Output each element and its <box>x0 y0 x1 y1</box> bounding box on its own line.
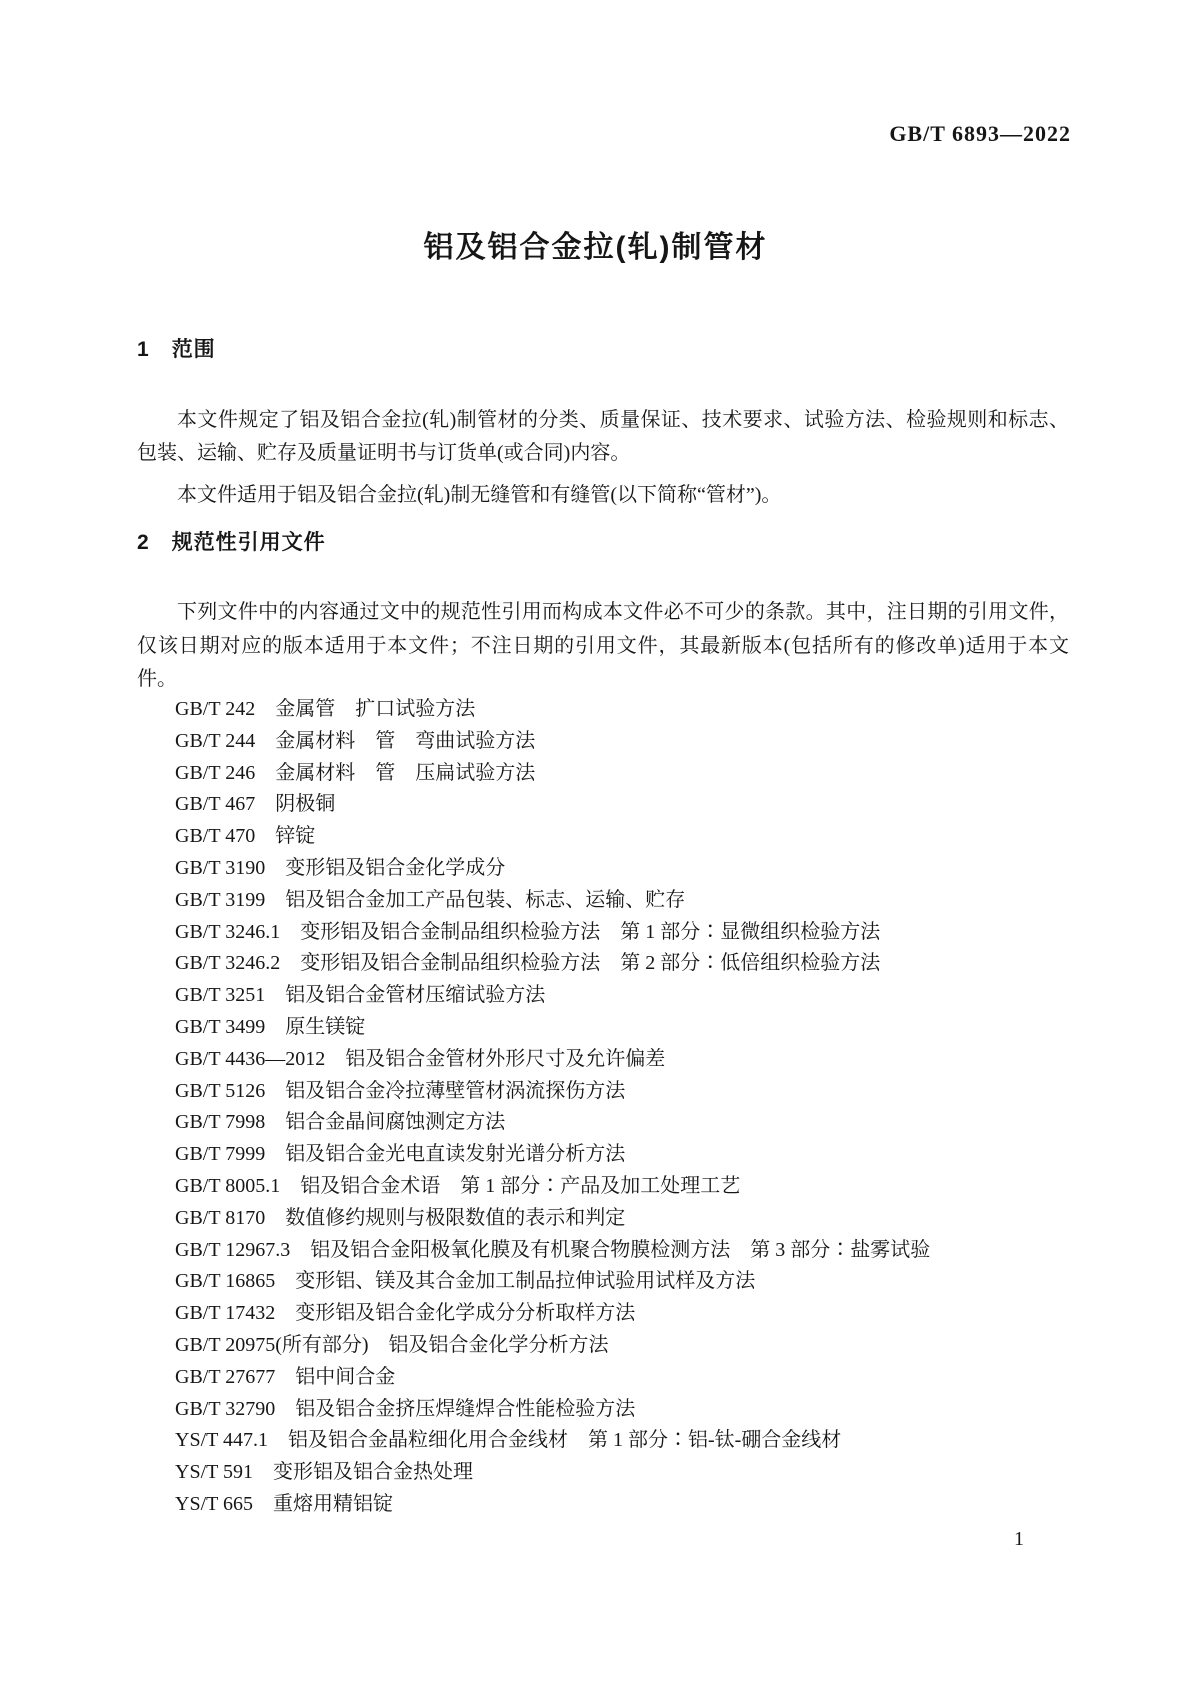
reference-item: GB/T 27677 铝中间合金 <box>175 1365 396 1388</box>
reference-item: GB/T 246 金属材料 管 压扁试验方法 <box>175 761 536 784</box>
reference-item: YS/T 665 重熔用精铝锭 <box>175 1492 393 1515</box>
reference-item: GB/T 32790 铝及铝合金挤压焊缝焊合性能检验方法 <box>175 1397 636 1420</box>
reference-item: GB/T 16865 变形铝、镁及其合金加工制品拉伸试验用试样及方法 <box>175 1270 756 1293</box>
reference-item: GB/T 3199 铝及铝合金加工产品包装、标志、运输、贮存 <box>175 888 686 911</box>
section-scope-title: 范围 <box>171 338 216 361</box>
standard-code: GB/T 6893—2022 <box>889 121 1071 146</box>
section-references-title: 规范性引用文件 <box>171 531 326 554</box>
reference-item: YS/T 447.1 铝及铝合金晶粒细化用合金线材 第 1 部分∶铝-钛-硼合金线材 <box>175 1429 842 1452</box>
section-references-number: 2 <box>137 531 150 554</box>
reference-item: GB/T 4436—2012 铝及铝合金管材外形尺寸及允许偏差 <box>175 1047 666 1070</box>
reference-item: GB/T 3246.1 变形铝及铝合金制品组织检验方法 第 1 部分∶显微组织检验方法 <box>175 920 881 943</box>
section-references-heading <box>137 528 1069 558</box>
reference-item: YS/T 591 变形铝及铝合金热处理 <box>175 1461 473 1484</box>
references-intro-paragraph: 下列文件中的内容通过文中的规范性引用而构成本文件必不可少的条款。其中，注日期的引用文件，仅该日期对应的版本适用于本文件；不注日期的引用文件，其最新版本(包括所有的修改单)适用于本文件。 <box>137 601 1069 690</box>
section-scope-heading <box>137 335 1069 365</box>
scope-body <box>137 404 1069 512</box>
reference-item: GB/T 3251 铝及铝合金管材压缩试验方法 <box>175 984 546 1007</box>
reference-item: GB/T 3190 变形铝及铝合金化学成分 <box>175 856 506 879</box>
reference-item: GB/T 20975(所有部分) 铝及铝合金化学分析方法 <box>175 1333 609 1356</box>
reference-list <box>137 694 1069 1521</box>
scope-paragraph-2: 本文件适用于铝及铝合金拉(轧)制无缝管和有缝管(以下简称“管材”)。 <box>177 484 782 506</box>
document-title: 铝及铝合金拉(轧)制管材 <box>423 231 768 264</box>
reference-item: GB/T 12967.3 铝及铝合金阳极氧化膜及有机聚合物膜检测方法 第 3 部分∶盐雾试验 <box>175 1238 931 1261</box>
page-number: 1 <box>1014 1528 1024 1550</box>
scope-paragraph-1: 本文件规定了铝及铝合金拉(轧)制管材的分类、质量保证、技术要求、试验方法、检验规则和标志、包装、运输、贮存及质量证明书与订货单(或合同)内容。 <box>137 409 1069 464</box>
reference-item: GB/T 242 金属管 扩口试验方法 <box>175 698 476 720</box>
reference-item: GB/T 8170 数值修约规则与极限数值的表示和判定 <box>175 1206 626 1229</box>
reference-item: GB/T 3246.2 变形铝及铝合金制品组织检验方法 第 2 部分∶低倍组织检验方法 <box>175 952 881 975</box>
reference-item: GB/T 17432 变形铝及铝合金化学成分分析取样方法 <box>175 1302 636 1325</box>
reference-item: GB/T 5126 铝及铝合金冷拉薄壁管材涡流探伤方法 <box>175 1079 626 1102</box>
references-intro <box>137 596 1069 697</box>
reference-item: GB/T 7999 铝及铝合金光电直读发射光谱分析方法 <box>175 1143 626 1166</box>
reference-item: GB/T 244 金属材料 管 弯曲试验方法 <box>175 729 536 752</box>
reference-item: GB/T 7998 铝合金晶间腐蚀测定方法 <box>175 1111 506 1134</box>
reference-item: GB/T 3499 原生镁锭 <box>175 1015 366 1038</box>
section-scope-number: 1 <box>137 338 150 361</box>
reference-item: GB/T 470 锌锭 <box>175 825 316 848</box>
reference-item: GB/T 8005.1 铝及铝合金术语 第 1 部分∶产品及加工处理工艺 <box>175 1174 741 1197</box>
reference-item: GB/T 467 阴极铜 <box>175 793 336 816</box>
